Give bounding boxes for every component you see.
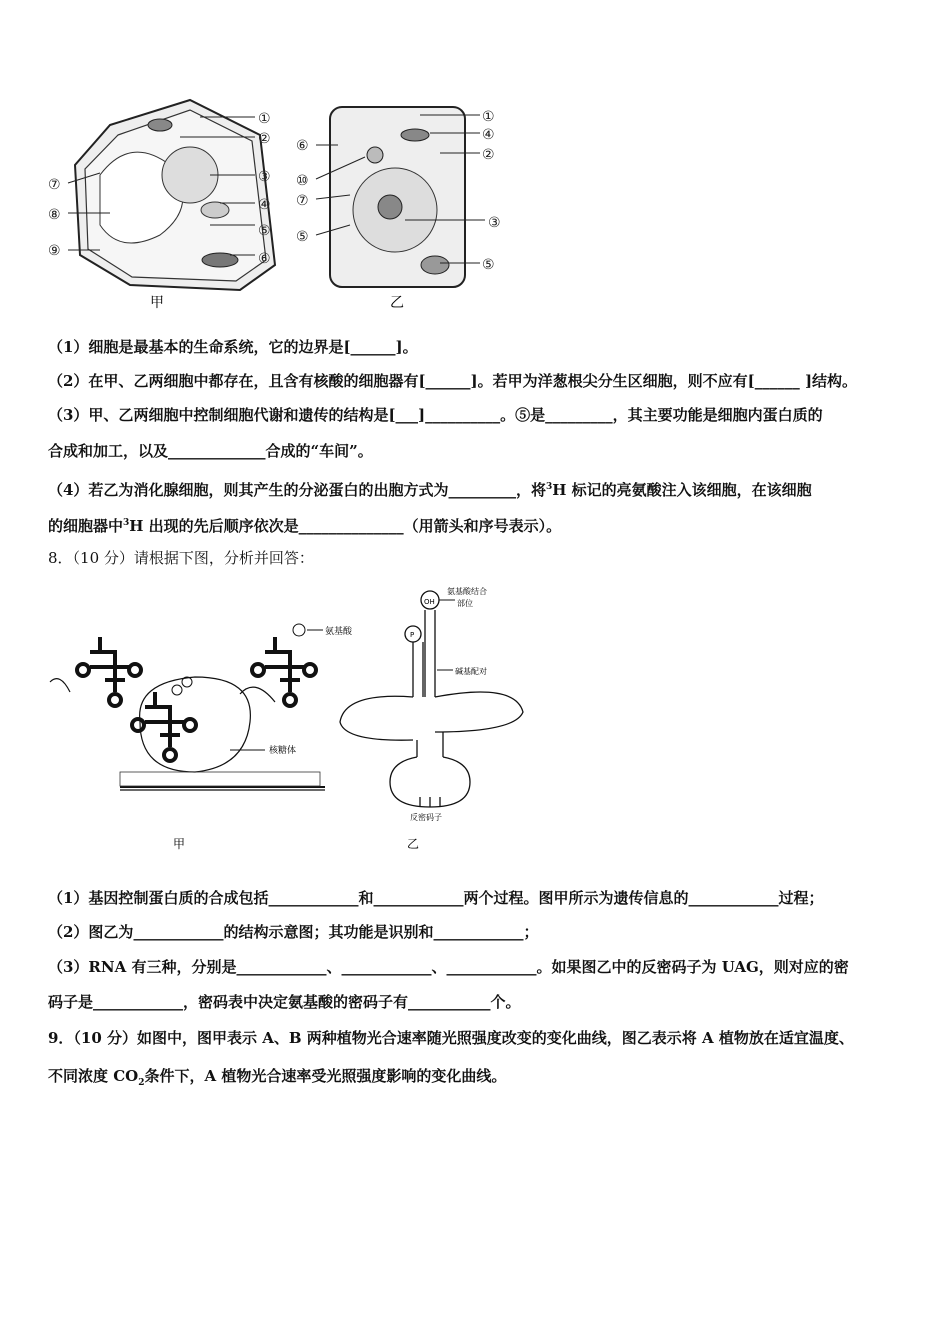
q9-line1: 9．（10 分）如图中，图甲表示 A、B 两种植物光合速率随光照强度改变的变化曲线，图乙表示将 A 植物放在适宜温度、 [48,1029,854,1047]
plant-label-2: ② [258,131,271,147]
plant-cell [75,100,275,290]
animal-label-5a: ⑤ [296,229,309,245]
label-aa-site-1: 氨基酸结合 [447,587,487,596]
plant-label-5: ⑤ [258,223,271,239]
plant-label-9: ⑨ [48,243,61,259]
label-ribosome: 核糖体 [269,746,297,756]
animal-cell [330,107,465,287]
q8-header: 8．（10 分）请根据下图，分析并回答： [48,549,314,567]
animal-label-4: ④ [482,127,495,143]
q7-part4-line1: （4）若乙为消化腺细胞，则其产生的分泌蛋白的出胞方式为_________，将$^3$H 标记的亮氨酸注入该细胞，在该细胞 [48,481,812,499]
animal-label-6: ⑥ [296,138,309,154]
q8-part3-line1: （3）RNA 有三种，分别是____________、____________、____________。如果图乙中的反密码子为 UAG，则对应的密 [48,958,849,976]
label-base-pair: 碱基配对 [455,667,487,676]
label-anticodon: 反密码子 [410,813,442,822]
plant-label-6: ⑥ [258,251,271,267]
caption-yi: 乙 [407,837,420,851]
ribosome-mrna [50,677,325,790]
animal-label-2: ② [482,147,495,163]
q7-part4-line2: 的细胞器中$^3$H 出现的先后顺序依次是______________（用箭头和序号表示）。 [48,517,562,535]
trna-shapes-jia [77,637,316,761]
caption-plant: 甲 [150,295,164,311]
caption-jia: 甲 [173,837,186,851]
animal-label-10: ⑩ [296,173,309,189]
q7-part3-line2: 合成和加工，以及_____________合成的“车间”。 [48,442,373,460]
amino-acid-beads [172,624,305,695]
q7-part1: （1）细胞是最基本的生命系统，它的边界是[______]。 [48,338,418,356]
cell-diagrams [40,95,520,315]
label-oh: OH [424,598,435,606]
q8-part2: （2）图乙为____________的结构示意图；其功能是识别和____________； [48,923,539,941]
animal-label-7: ⑦ [296,193,309,209]
q7-part2: （2）在甲、乙两细胞中都存在，且含有核酸的细胞器有[______]。若甲为洋葱根尖分生区细胞，则不应有[______ ]结构。 [48,372,858,390]
q9-line2: 不同浓度 $CO_2$条件下，A 植物光合速率受光照强度影响的变化曲线。 [48,1067,507,1088]
translation-diagrams [45,582,545,857]
label-p: P [410,631,415,639]
plant-label-4: ④ [258,197,271,213]
label-amino-acid: 氨基酸 [325,627,353,637]
q7-part3-line1: （3）甲、乙两细胞中控制细胞代谢和遗传的结构是[___]__________。⑤是_________，其主要功能是细胞内蛋白质的 [48,406,823,424]
q8-part3-line2: 码子是____________，密码表中决定氨基酸的密码子有___________个。 [48,993,521,1011]
q8-part1: （1）基因控制蛋白质的合成包括____________和____________两个过程。图甲所示为遗传信息的____________过程； [48,889,824,907]
animal-label-1: ① [482,109,495,125]
animal-label-3: ③ [488,215,501,231]
animal-label-5b: ⑤ [482,257,495,273]
plant-label-8: ⑧ [48,207,61,223]
label-aa-site-2: 部位 [457,599,473,608]
plant-label-1: ① [258,111,271,127]
trna-cloverleaf [340,591,523,807]
plant-label-3: ③ [258,169,271,185]
mrna-bases [120,772,320,786]
caption-animal: 乙 [390,295,404,311]
plant-label-7: ⑦ [48,177,61,193]
